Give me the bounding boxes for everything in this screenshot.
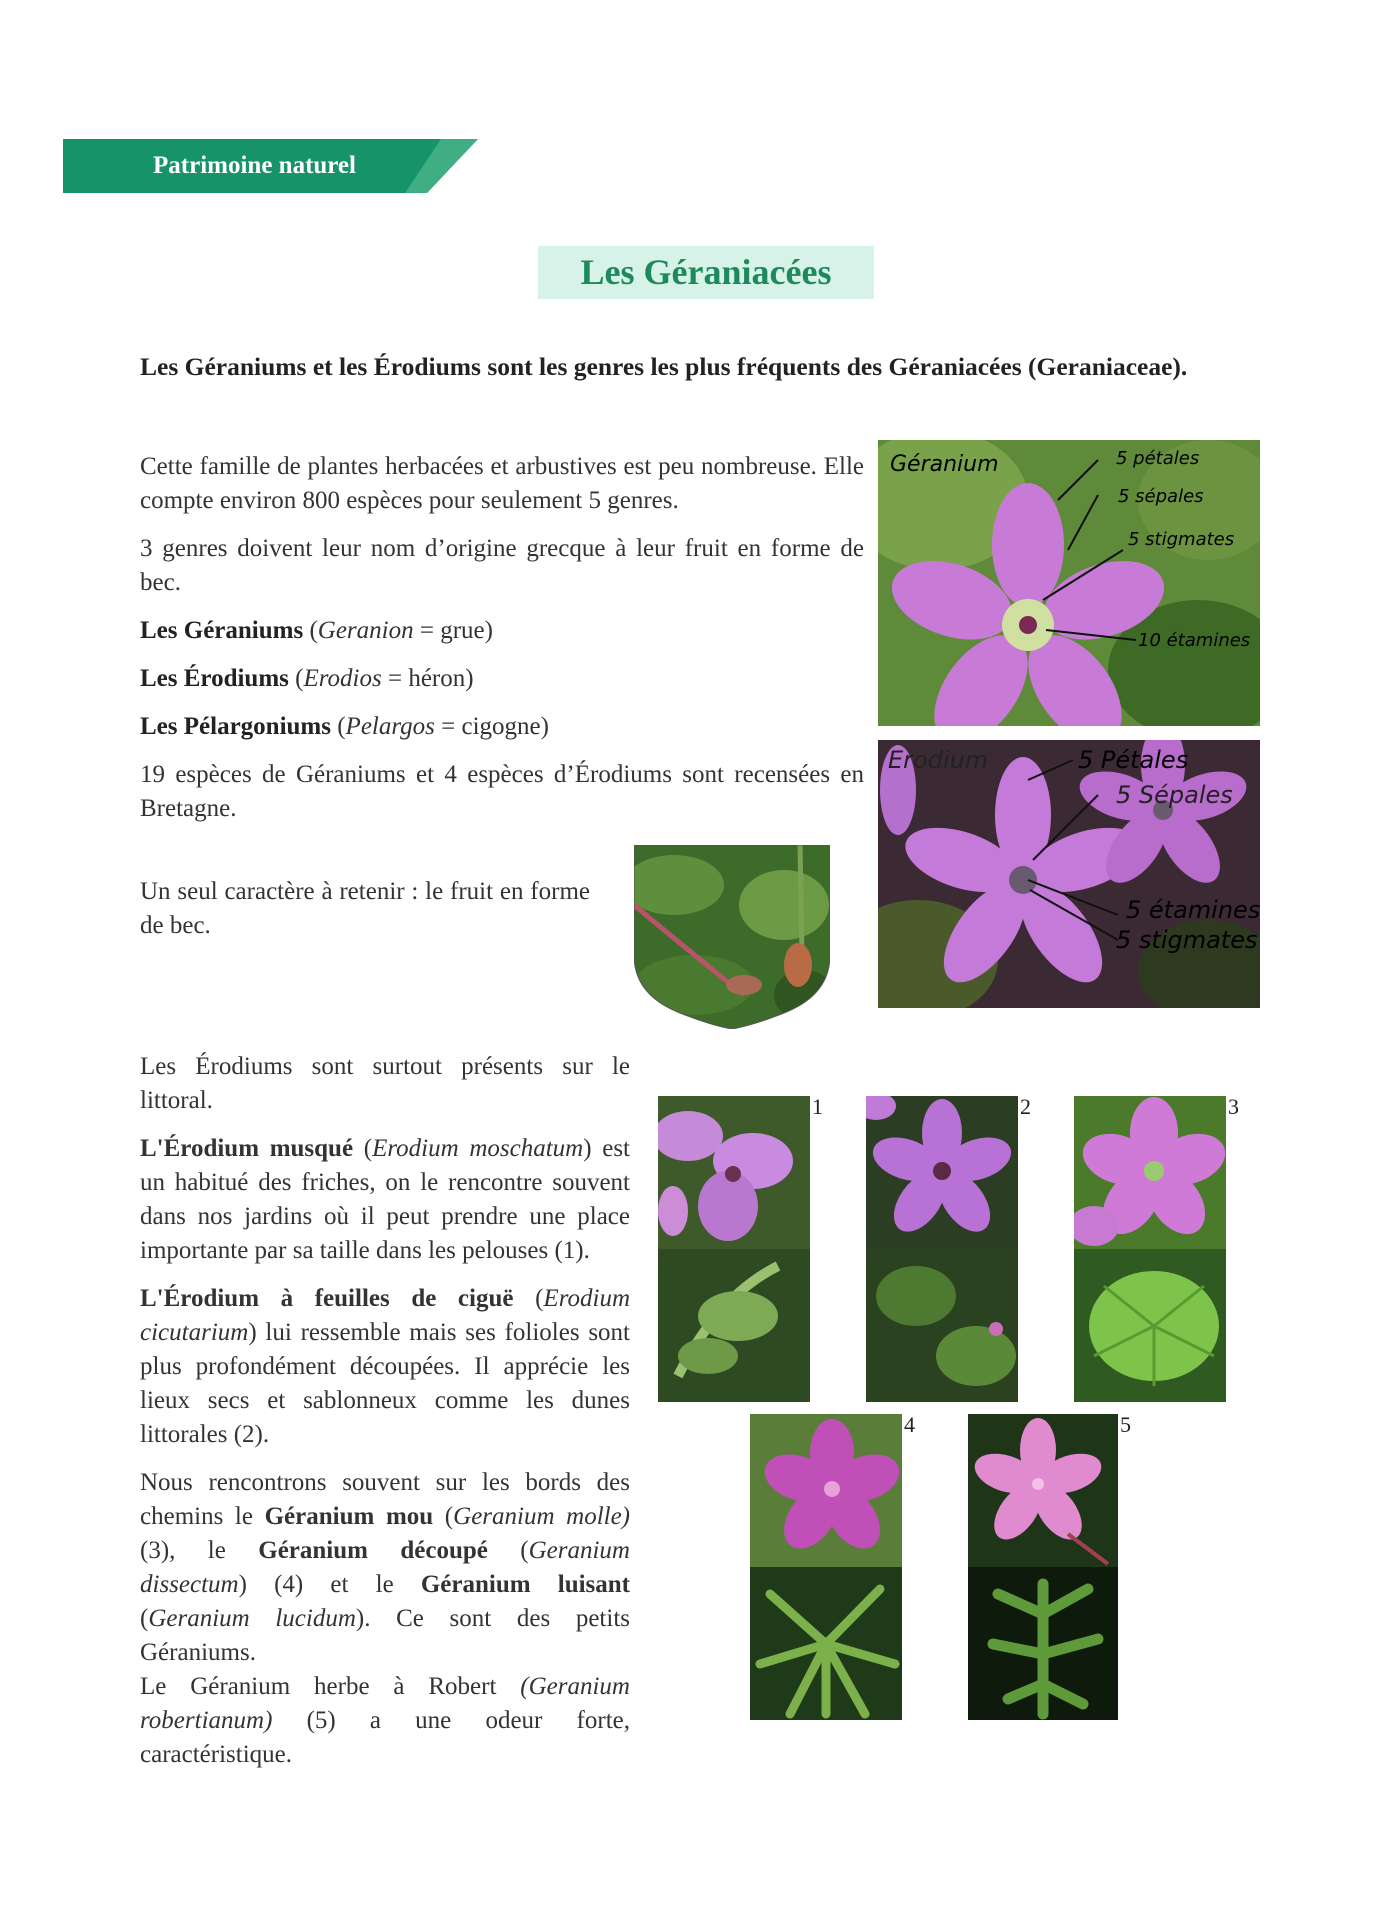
paren: (	[303, 617, 318, 644]
photo-number: 4	[904, 1412, 915, 1437]
genus-latin: Pelargos	[345, 713, 435, 740]
species-name: Géranium découpé	[258, 1537, 488, 1564]
geranium-label-stigmas: 5 stigmates	[1128, 529, 1235, 550]
species-photo-3	[1074, 1096, 1226, 1402]
geranium-species-paragraph: Nous rencontrons souvent sur les bords des chemins le Géranium mou (Geranium molle) (3), le Géranium découpé (Geranium dissectum) (4) et le Géranium luisant (Geranium lucidum). Ce sont des petits Géraniums. Le Géranium herbe à Robert (Geranium robertianum) (5) a une odeur forte, caractéristique.	[140, 1469, 631, 1768]
geranium-label-petals: 5 pétales	[1116, 448, 1200, 469]
section-banner	[63, 139, 478, 193]
species-name: L'Érodium à feuilles de ciguë	[140, 1285, 514, 1312]
genus-meaning: = héron)	[381, 665, 474, 692]
banner-label: Patrimoine naturel	[153, 152, 356, 179]
species-photo-2	[866, 1096, 1018, 1402]
species-photo-4	[750, 1414, 902, 1720]
species-latin: Geranium lucidum	[148, 1605, 356, 1632]
erodium-label-stamens: 5 étamines	[1126, 896, 1260, 924]
erodium-label-sepals: 5 Sépales	[1116, 781, 1233, 809]
text-run: ). Ce sont des petits Géraniums.	[140, 1605, 631, 1666]
genus-name: Les Érodiums	[140, 665, 289, 692]
genus-pelargonium	[140, 710, 864, 744]
text-run: Nous rencontrons souvent sur les bords des chemins le	[140, 1469, 630, 1530]
species-photo-1	[658, 1096, 810, 1402]
species-latin: Geranium molle)	[453, 1503, 631, 1530]
paren: (	[288, 665, 304, 692]
species-text: lui ressemble mais ses folioles sont plus profondément découpées. Il apprécie les lieux secs et sablonneux comme les dunes littorales (2).	[140, 1319, 630, 1448]
text-run: (3), le	[140, 1537, 259, 1564]
littoral-paragraph: Les Érodiums sont surtout présents sur le littoral.	[140, 1053, 630, 1114]
species-latin: Erodium moschatum	[372, 1135, 584, 1162]
genus-latin: Geranion	[317, 617, 414, 644]
beak-paragraph: 3 genres doivent leur nom d’origine grecque à leur fruit en forme de bec.	[140, 535, 864, 596]
photo-number: 3	[1228, 1094, 1239, 1119]
genus-meaning: = grue)	[413, 617, 493, 644]
photo-number: 1	[812, 1094, 823, 1119]
photo-number: 5	[1120, 1412, 1131, 1437]
species-name: Géranium luisant	[420, 1571, 630, 1598]
fruit-note: Un seul caractère à retenir : le fruit en forme de bec.	[140, 878, 590, 939]
genus-erodium	[140, 662, 864, 696]
text-run: Le Géranium herbe à Robert	[140, 1673, 521, 1700]
geranium-label-stamens: 10 étamines	[1138, 630, 1251, 651]
paren: (	[330, 713, 346, 740]
species-latin: (Geranium robertianum)	[140, 1673, 630, 1734]
species-description	[140, 1050, 630, 1786]
species-name: L'Érodium musqué	[140, 1135, 354, 1162]
erodium-photo	[878, 740, 1260, 1008]
species-text: est un habitué des friches, on le rencontre souvent dans nos jardins où il peut prendre une place importante par sa taille dans les pelouses (1).	[140, 1135, 631, 1264]
species-latin: Erodium cicutarium	[140, 1285, 630, 1346]
erodium-title: Erodium	[888, 746, 989, 774]
photo-number: 2	[1020, 1094, 1031, 1119]
family-description	[140, 450, 864, 840]
erodium-cicutarium-paragraph: L'Érodium à feuilles de ciguë (Erodium cicutarium) lui ressemble mais ses folioles sont plus profondément découpées. Il apprécie les lieux secs et sablonneux comme les dunes littorales (2).	[140, 1285, 630, 1448]
intro-text: Les Géraniums et les Érodiums sont les genres les plus fréquents des Géraniacées (Geraniaceae).	[140, 352, 1188, 381]
text-run: (5) a une odeur forte, caractéristique.	[140, 1707, 630, 1768]
bretagne-paragraph: 19 espèces de Géraniums et 4 espèces d’Érodiums sont recensées en Bretagne.	[140, 761, 864, 822]
erodium-label-petals: 5 Pétales	[1078, 746, 1189, 774]
genus-name: Les Géraniums	[140, 617, 304, 644]
genus-meaning: = cigogne)	[434, 713, 549, 740]
species-photo-5	[968, 1414, 1118, 1720]
geranium-photo	[878, 440, 1260, 726]
species-latin: Geranium dissectum	[140, 1537, 630, 1598]
genus-geranium	[140, 614, 864, 648]
species-name: Géranium mou	[264, 1503, 434, 1530]
text-run: ) (4) et le	[238, 1571, 421, 1598]
genus-latin: Erodios	[303, 665, 382, 692]
erodium-moschatum-paragraph: L'Érodium musqué (Erodium moschatum) est un habitué des friches, on le rencontre souvent dans nos jardins où il peut prendre une place importante par sa taille dans les pelouses (1).	[140, 1135, 631, 1264]
genus-name: Les Pélargoniums	[140, 713, 331, 740]
family-paragraph: Cette famille de plantes herbacées et arbustives est peu nombreuse. Elle compte environ 800 espèces pour seulement 5 genres.	[140, 453, 864, 514]
erodium-label-stigmas: 5 stigmates	[1116, 926, 1258, 954]
geranium-title: Géranium	[890, 452, 999, 477]
geranium-label-sepals: 5 sépales	[1118, 486, 1204, 507]
fruit-photo	[634, 845, 830, 1029]
page-title: Les Géraniacées	[538, 246, 874, 299]
